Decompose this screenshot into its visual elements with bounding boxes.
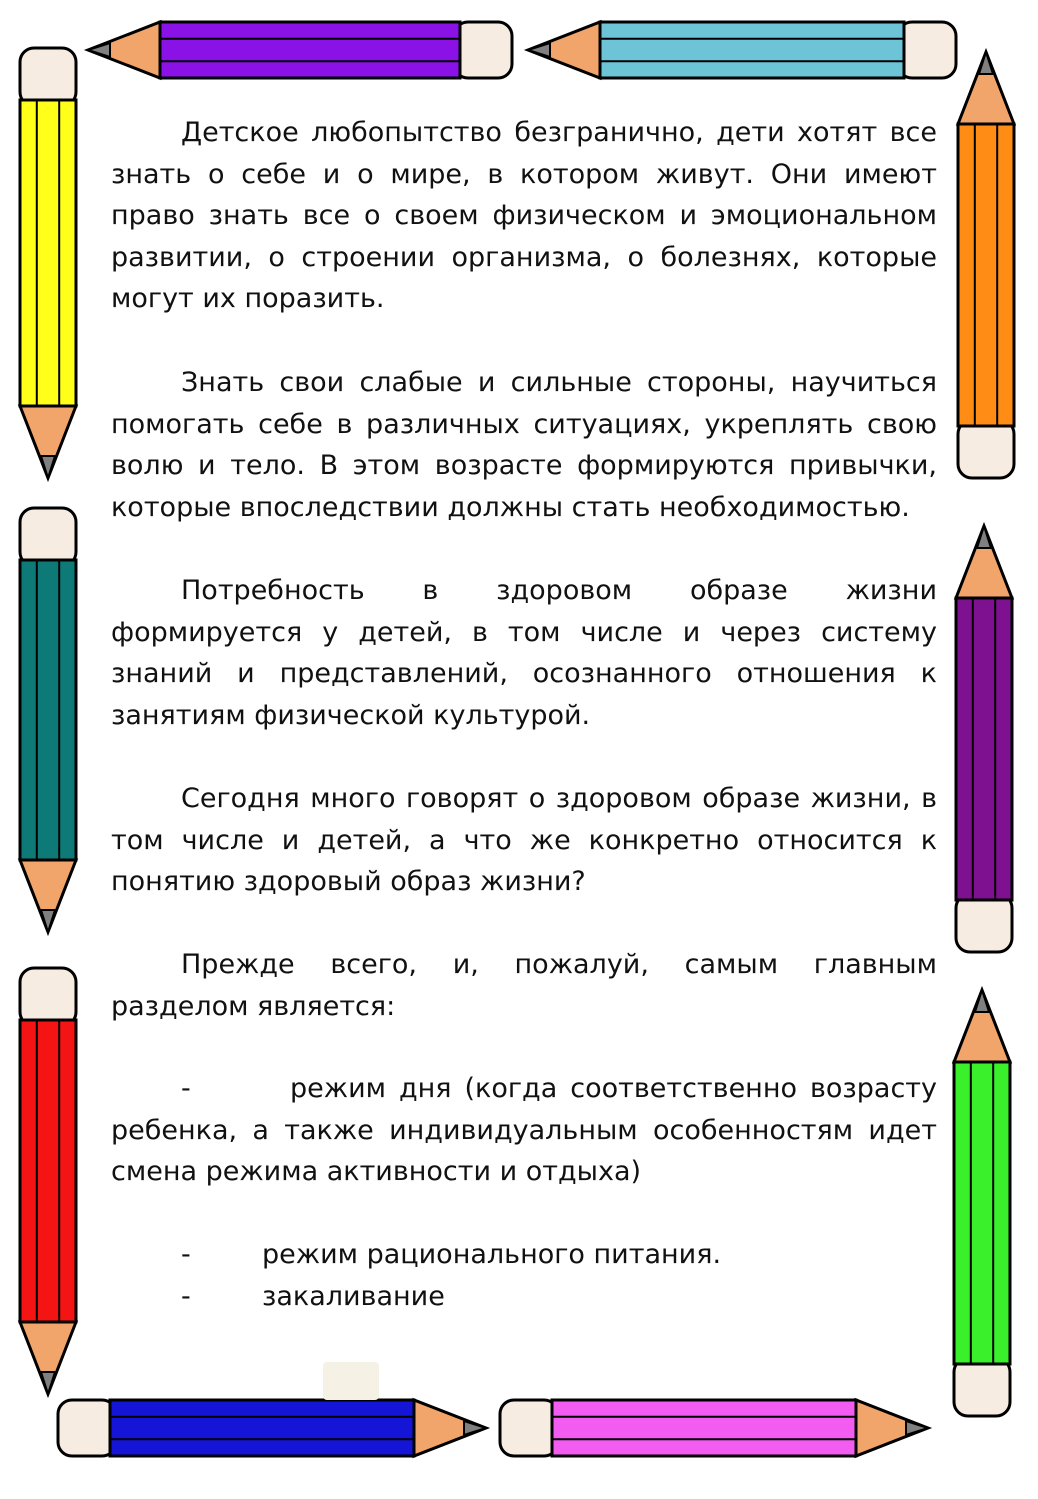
list-item-text: закаливание bbox=[262, 1281, 445, 1312]
paragraph-3: Потребность в здоровом образе жизни формируется у детей, в том числе и через систему знаний и представлений, осознанного отношения к занятиям физической культурой. bbox=[111, 575, 937, 731]
pencil-left-yellow bbox=[20, 48, 76, 478]
pencil-right-purple bbox=[956, 526, 1012, 952]
pencil-right-orange bbox=[958, 52, 1014, 478]
paragraph-1: Детское любопытство безгранично, дети хотят все знать о себе и о мире, в котором живут. Они имеют право знать все о своем физическом и эмоциональном развитии, о строении организма, о болезнях, которые могут их поразить. bbox=[111, 117, 937, 315]
paragraph-4: Сегодня много говорят о здоровом образе жизни, в том числе и детей, а что же конкретно относится к понятию здоровый образ жизни? bbox=[111, 783, 937, 898]
paragraph-5: Прежде всего, и, пожалуй, самым главным разделом является: bbox=[111, 949, 937, 1022]
pencil-bottom-blue bbox=[58, 1400, 486, 1456]
pencil-right-green bbox=[954, 990, 1010, 1416]
pencil-left-teal bbox=[20, 508, 76, 932]
paragraph-2: Знать свои слабые и сильные стороны, научиться помогать себе в различных ситуациях, укреплять свою волю и тело. В этом возрасте формируются привычки, которые впоследствии должны стать необходимостью. bbox=[111, 367, 937, 523]
pencil-top-purple bbox=[88, 22, 512, 78]
pencil-left-red bbox=[20, 968, 76, 1394]
pencil-bottom-magenta bbox=[500, 1400, 928, 1456]
list-dash: - bbox=[181, 1073, 191, 1104]
list-item-daily-regime bbox=[111, 1068, 937, 1193]
pencil-top-light-blue bbox=[528, 22, 956, 78]
list-item-text: режим рационального питания. bbox=[262, 1239, 722, 1270]
list-item-text: режим дня (когда соответственно возрасту ребенка, а также индивидуальным особенностям идет смена режима активности и отдыха) bbox=[111, 1073, 937, 1188]
list-item-nutrition bbox=[111, 1234, 937, 1276]
list-dash: - bbox=[181, 1281, 191, 1312]
list-dash: - bbox=[181, 1239, 191, 1270]
sticky-note bbox=[323, 1362, 379, 1400]
list-item-hardening bbox=[111, 1276, 937, 1318]
